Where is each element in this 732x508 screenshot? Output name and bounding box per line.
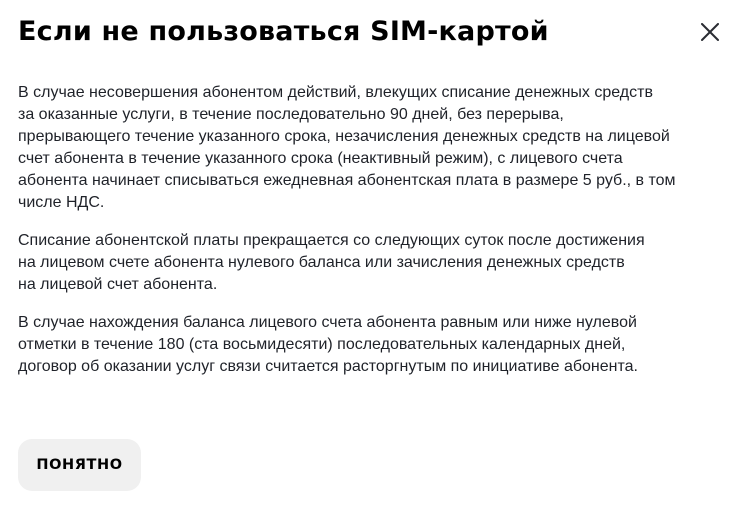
dialog-title: Если не пользоваться SIM-картой xyxy=(18,16,549,47)
text-line: числе НДС. xyxy=(18,194,105,211)
text-line: В случае несовершения абонентом действий, влекущих списание денежных средств xyxy=(18,84,653,101)
paragraph-contract-termination xyxy=(18,312,724,378)
text-line: счет абонента в течение указанного срока (неактивный режим), с лицевого счета xyxy=(18,150,623,167)
text-line: на лицевой счет абонента. xyxy=(18,276,218,293)
ok-button[interactable]: ПОНЯТНО xyxy=(18,439,141,491)
close-icon xyxy=(701,23,719,41)
text-line: на лицевом счете абонента нулевого баланса или зачисления денежных средств xyxy=(18,254,625,271)
paragraph-inactive-fee xyxy=(18,82,724,214)
text-line: прерывающего течение указанного срока, незачисления денежных средств на лицевой xyxy=(18,128,670,145)
dialog-body xyxy=(18,82,724,394)
text-line: Списание абонентской платы прекращается со следующих суток после достижения xyxy=(18,232,645,249)
text-line: В случае нахождения баланса лицевого счета абонента равным или ниже нулевой xyxy=(18,314,637,331)
text-line: договор об оказании услуг связи считается расторгнутым по инициативе абонента. xyxy=(18,358,638,375)
text-line: за оказанные услуги, в течение последовательно 90 дней, без перерыва, xyxy=(18,106,564,123)
text-line: абонента начинает списываться ежедневная абонентская плата в размере 5 руб., в том xyxy=(18,172,676,189)
close-button[interactable] xyxy=(694,16,726,48)
paragraph-fee-stop xyxy=(18,230,724,296)
text-line: отметки в течение 180 (ста восьмидесяти) последовательных календарных дней, xyxy=(18,336,626,353)
